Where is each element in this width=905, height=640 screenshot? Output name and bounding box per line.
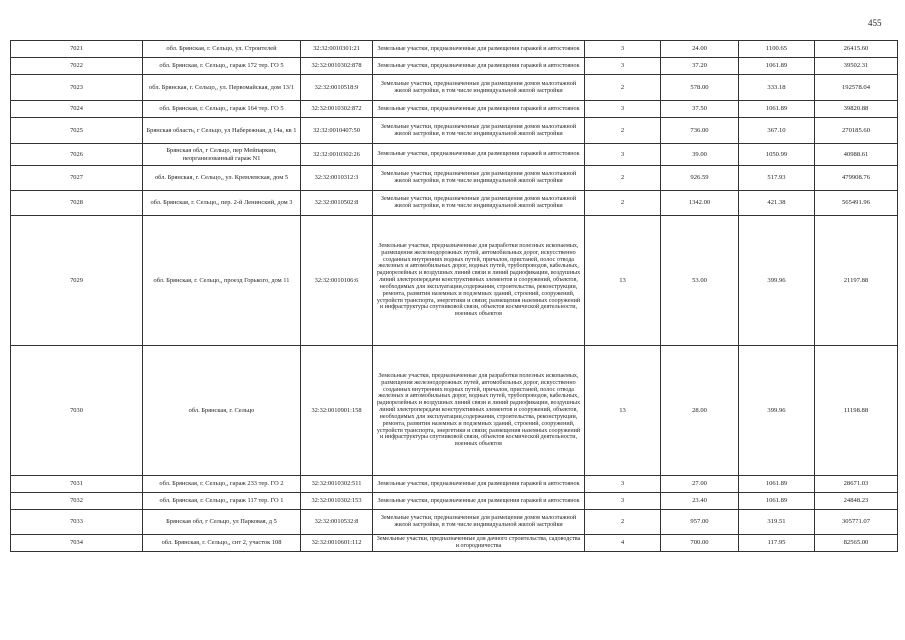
cell-address: обл. Брянская, г. Сельцо,, ул. Первомайская, дом 13/1 — [143, 75, 301, 101]
cell-rate: 1100.65 — [739, 41, 815, 58]
cell-value: 39820.88 — [815, 101, 898, 118]
table-row — [11, 510, 898, 535]
cell-group: 4 — [585, 535, 661, 552]
cell-group: 3 — [585, 493, 661, 510]
cell-group: 2 — [585, 75, 661, 101]
cell-cadastral: 32:32:0010302:153 — [301, 493, 373, 510]
cell-cadastral: 32:32:0010302:872 — [301, 101, 373, 118]
cell-area: 37.20 — [661, 58, 739, 75]
table-row — [11, 216, 898, 346]
cell-area: 24.00 — [661, 41, 739, 58]
cell-group: 3 — [585, 41, 661, 58]
cell-value: 39502.31 — [815, 58, 898, 75]
cell-value: 305771.07 — [815, 510, 898, 535]
cell-area: 957.00 — [661, 510, 739, 535]
cell-address: Брянская обл, г Сельцо, пер Мейпаркин, неорганизованный гараж N1 — [143, 144, 301, 166]
cell-area: 23.40 — [661, 493, 739, 510]
cell-rate: 1061.89 — [739, 58, 815, 75]
cell-use: Земельные участки, предназначенные для разработки полезных ископаемых, размещения железнодорожных путей, автомобильных дорог, искусственно созданных внутренних водных путей, причалов, пристаней, полос отвода железных и автомобильных дорог, водных путей, трубопроводов, кабельных, радиорелейных и воздушных линий связи и линий радиофикации, воздушных линий электропередачи конструктивных элементов и сооружений, объектов, необходимых для эксплуатации,содержания, строительства, реконструкции, ремонта, развития наземных и подземных зданий, строений, сооружений, устройств транспорта, энергетики и связи; размещения наземных сооружений и инфраструктуры спутниковой связи, объектов космической деятельности, военных объектов — [373, 216, 585, 346]
cell-area: 700.00 — [661, 535, 739, 552]
cell-rate: 117.95 — [739, 535, 815, 552]
cell-rate: 367.10 — [739, 118, 815, 144]
cell-address: обл. Брянская, г. Сельцо,, пер. 2-й Ленинский, дом 3 — [143, 191, 301, 216]
cell-rate: 1061.89 — [739, 101, 815, 118]
cell-rate: 517.93 — [739, 166, 815, 191]
cell-use: Земельные участки, предназначенные для размещения гаражей и автостоянок — [373, 476, 585, 493]
cell-id: 7026 — [11, 144, 143, 166]
cell-use: Земельные участки, предназначенные для размещения домов малоэтажной жилой застройки, в том числе индивидуальной жилой застройки — [373, 510, 585, 535]
cell-area: 39.00 — [661, 144, 739, 166]
cell-use: Земельные участки, предназначенные для размещения домов малоэтажной жилой застройки, в том числе индивидуальной жилой застройки — [373, 191, 585, 216]
cell-address: обл. Брянская, г. Сельцо,, снт 2, участок 108 — [143, 535, 301, 552]
cell-area: 578.00 — [661, 75, 739, 101]
table-row — [11, 191, 898, 216]
page-number: 455 — [868, 18, 882, 28]
table-row — [11, 101, 898, 118]
cell-rate: 1050.99 — [739, 144, 815, 166]
cell-group: 3 — [585, 476, 661, 493]
cell-value: 479908.76 — [815, 166, 898, 191]
table-row — [11, 346, 898, 476]
cell-address: обл. Брянская, г. Сельцо,, проезд Горького, дом 11 — [143, 216, 301, 346]
cell-id: 7023 — [11, 75, 143, 101]
cell-value: 40988.61 — [815, 144, 898, 166]
cell-area: 27.00 — [661, 476, 739, 493]
table-row — [11, 58, 898, 75]
cell-id: 7032 — [11, 493, 143, 510]
table-row — [11, 41, 898, 58]
cell-value: 82565.00 — [815, 535, 898, 552]
cell-group: 2 — [585, 191, 661, 216]
table-row — [11, 144, 898, 166]
cell-cadastral: 32:32:0010301:21 — [301, 41, 373, 58]
cell-cadastral: 32:32:0010502:8 — [301, 191, 373, 216]
table-row — [11, 75, 898, 101]
cell-rate: 319.51 — [739, 510, 815, 535]
cell-value: 28671.03 — [815, 476, 898, 493]
cell-value: 21197.88 — [815, 216, 898, 346]
cell-rate: 421.38 — [739, 191, 815, 216]
cell-cadastral: 32:32:0010601:112 — [301, 535, 373, 552]
cell-cadastral: 32:32:0010532:8 — [301, 510, 373, 535]
cell-cadastral: 32:32:0010302:511 — [301, 476, 373, 493]
cell-use: Земельные участки, предназначенные для размещения гаражей и автостоянок — [373, 144, 585, 166]
cell-id: 7029 — [11, 216, 143, 346]
table-row — [11, 535, 898, 552]
cell-value: 270185.60 — [815, 118, 898, 144]
cell-value: 192578.04 — [815, 75, 898, 101]
cell-id: 7021 — [11, 41, 143, 58]
cell-address: обл. Брянская, г. Сельцо — [143, 346, 301, 476]
cell-id: 7033 — [11, 510, 143, 535]
cell-address: Брянская область, г Сельцо, ул Набережная, д 14а, кв 1 — [143, 118, 301, 144]
cell-address: обл. Брянская, г. Сельцо,, гараж 117 тер. ГО 1 — [143, 493, 301, 510]
cell-id: 7022 — [11, 58, 143, 75]
cell-id: 7031 — [11, 476, 143, 493]
cell-group: 13 — [585, 216, 661, 346]
cell-address: обл. Брянская, г. Сельцо,, ул. Кремлевская, дом 5 — [143, 166, 301, 191]
cell-area: 1342.00 — [661, 191, 739, 216]
table-row — [11, 118, 898, 144]
cell-use: Земельные участки, предназначенные для дачного строительства, садоводства и огородничества — [373, 535, 585, 552]
cell-address: обл. Брянская, г. Сельцо,, гараж 233 тер. ГО 2 — [143, 476, 301, 493]
cell-id: 7028 — [11, 191, 143, 216]
cell-id: 7025 — [11, 118, 143, 144]
cadastral-table — [10, 40, 898, 552]
cell-area: 37.50 — [661, 101, 739, 118]
cell-group: 3 — [585, 144, 661, 166]
cell-value: 24848.23 — [815, 493, 898, 510]
cell-cadastral: 32:32:0010312:3 — [301, 166, 373, 191]
cell-use: Земельные участки, предназначенные для размещения домов малоэтажной жилой застройки, в том числе индивидуальной жилой застройки — [373, 75, 585, 101]
cell-cadastral: 32:32:0010302:878 — [301, 58, 373, 75]
cell-area: 926.59 — [661, 166, 739, 191]
cell-use: Земельные участки, предназначенные для размещения гаражей и автостоянок — [373, 493, 585, 510]
cell-id: 7024 — [11, 101, 143, 118]
cell-id: 7034 — [11, 535, 143, 552]
cell-use: Земельные участки, предназначенные для размещения гаражей и автостоянок — [373, 41, 585, 58]
cell-cadastral: 32:32:0010302:26 — [301, 144, 373, 166]
cell-value: 11198.88 — [815, 346, 898, 476]
cell-group: 2 — [585, 166, 661, 191]
cell-rate: 1061.89 — [739, 493, 815, 510]
cell-use: Земельные участки, предназначенные для размещения домов малоэтажной жилой застройки, в том числе индивидуальной жилой застройки — [373, 118, 585, 144]
cell-id: 7030 — [11, 346, 143, 476]
cell-group: 13 — [585, 346, 661, 476]
cell-address: обл. Брянская, г. Сельцо, ул. Строителей — [143, 41, 301, 58]
cell-cadastral: 32:32:0010518:9 — [301, 75, 373, 101]
cell-value: 26415.60 — [815, 41, 898, 58]
cell-group: 3 — [585, 58, 661, 75]
cell-cadastral: 32:32:0010901:158 — [301, 346, 373, 476]
cell-use: Земельные участки, предназначенные для размещения гаражей и автостоянок — [373, 58, 585, 75]
cell-cadastral: 32:32:0010106:6 — [301, 216, 373, 346]
table-row — [11, 166, 898, 191]
cell-area: 28.00 — [661, 346, 739, 476]
cell-area: 53.00 — [661, 216, 739, 346]
cell-area: 736.00 — [661, 118, 739, 144]
cell-group: 3 — [585, 101, 661, 118]
table-row — [11, 493, 898, 510]
cell-id: 7027 — [11, 166, 143, 191]
cell-rate: 399.96 — [739, 346, 815, 476]
cell-rate: 399.96 — [739, 216, 815, 346]
cell-rate: 1061.89 — [739, 476, 815, 493]
table-row — [11, 476, 898, 493]
cell-use: Земельные участки, предназначенные для размещения гаражей и автостоянок — [373, 101, 585, 118]
cell-value: 565491.96 — [815, 191, 898, 216]
cell-address: Брянская обл, г Сельцо, ул Парковая, д 5 — [143, 510, 301, 535]
cell-group: 2 — [585, 118, 661, 144]
cell-address: обл. Брянская, г. Сельцо,, гараж 172 тер. ГО 5 — [143, 58, 301, 75]
cell-use: Земельные участки, предназначенные для разработки полезных ископаемых, размещения железнодорожных путей, автомобильных дорог, искусственно созданных внутренних водных путей, причалов, пристаней, полос отвода железных и автомобильных дорог, водных путей, трубопроводов, кабельных, радиорелейных и воздушных линий связи и линий радиофикации, воздушных линий электропередачи конструктивных элементов и сооружений, объектов, необходимых для эксплуатации,содержания, строительства, реконструкции, ремонта, развития наземных и подземных зданий, строений, сооружений, устройств транспорта, энергетики и связи; размещения наземных сооружений и инфраструктуры спутниковой связи, объектов космической деятельности, военных объектов — [373, 346, 585, 476]
cell-cadastral: 32:32:0010407:50 — [301, 118, 373, 144]
cell-address: обл. Брянская, г. Сельцо,, гараж 164 тер. ГО 5 — [143, 101, 301, 118]
cell-group: 2 — [585, 510, 661, 535]
cell-rate: 333.18 — [739, 75, 815, 101]
cell-use: Земельные участки, предназначенные для размещения домов малоэтажной жилой застройки, в том числе индивидуальной жилой застройки — [373, 166, 585, 191]
